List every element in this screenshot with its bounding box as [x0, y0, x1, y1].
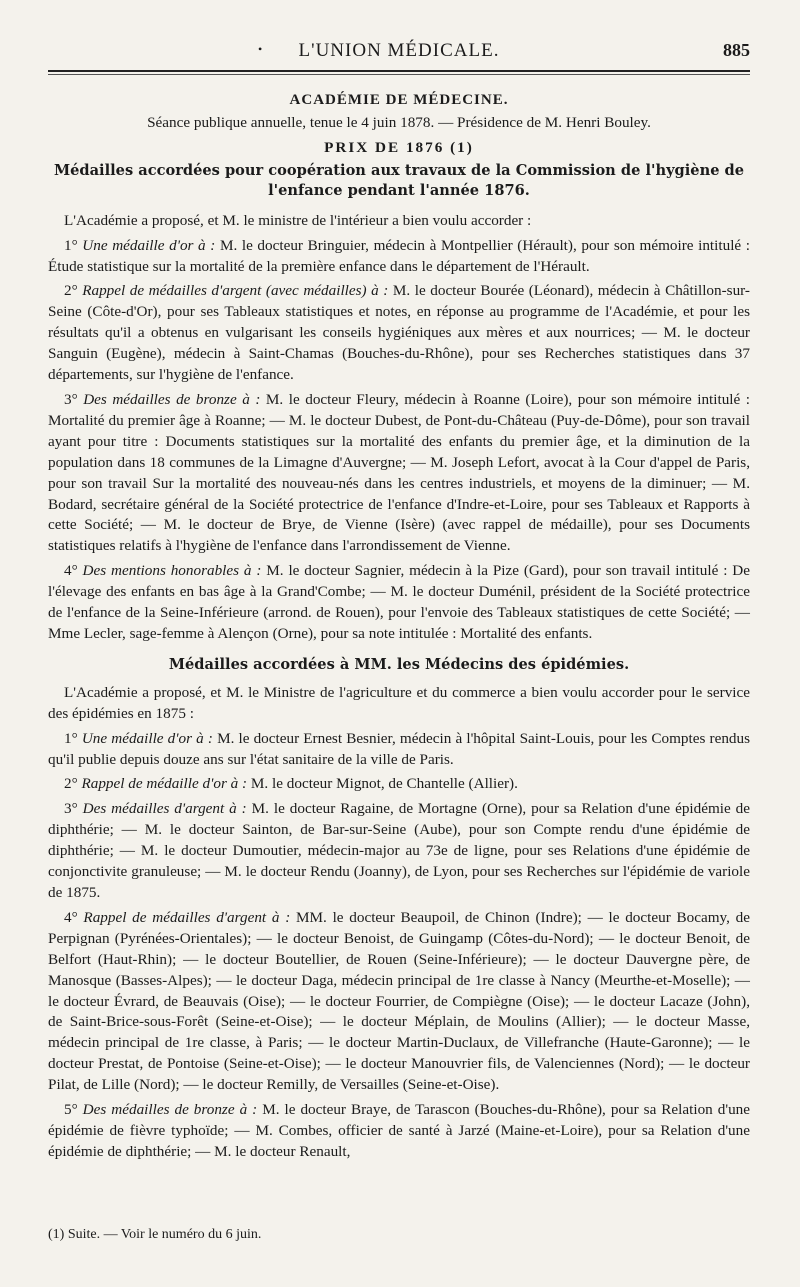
item-number: 1°	[64, 729, 82, 747]
intro-paragraph-1: L'Académie a proposé, et M. le ministre de l'intérieur a bien voulu accorder :	[64, 211, 532, 229]
heading-epidemies: Médailles accordées à MM. les Médecins des épidémies.	[168, 655, 630, 673]
item-emphasis: Rappel de médailles d'argent (avec médailles) à :	[82, 282, 389, 300]
item-emphasis: Une médaille d'or à :	[82, 236, 216, 254]
item-emphasis: Des médailles de bronze à :	[83, 390, 261, 408]
header-mark: •	[258, 42, 263, 56]
item-number: 2°	[64, 282, 83, 300]
prix-line: PRIX DE 1876 (1)	[324, 138, 474, 156]
item-emphasis: Rappel de médaille d'or à :	[81, 775, 248, 793]
paragraph-6	[48, 774, 750, 795]
session-line: Séance publique annuelle, tenue le 4 juin 1878. — Présidence de M. Henri Bouley.	[147, 113, 651, 131]
footnote: (1) Suite. — Voir le numéro du 6 juin.	[48, 1227, 262, 1242]
item-text: M. le docteur Mignot, de Chantelle (Allier).	[247, 775, 518, 793]
item-text: M. le docteur Ernest Besnier, médecin à l'hôpital Saint-Louis, pour les Comptes rendus qu'il publie depuis douze ans sur l'état sanitaire de la ville de Paris.	[48, 729, 751, 768]
article-body	[48, 88, 750, 1163]
paragraph-8	[48, 908, 750, 1096]
item-text: M. le docteur Bourée (Léonard), médecin à Châtillon-sur-Seine (Côte-d'Or), pour ses Tableaux statistiques et notes, en réponse au programme de l'Académie, et pour les résultats qu'il a obtenus en vulgarisant les conseils hygiéniques aux mères et aux nourrices; — M. le docteur Sanguin (Eugène), médecin à Saint-Chamas (Bouches-du-Rhône), pour ses Recherches statistiques dans 37 départements, sur l'hygiène de l'enfance.	[48, 282, 750, 384]
item-number: 1°	[64, 236, 83, 254]
item-text: M. le docteur Sagnier, médecin à la Pize (Gard), pour son travail intitulé : De l'élevage des enfants en bas âge à la Grand'Combe; — M. le docteur Duménil, président de la Société protectrice de l'enfance de la Seine-Inférieure (arrond. de Rouen), pour l'envoie des Tableaux statistiques de cette Société; — Mme Lecler, sage-femme à Alençon (Orne), pour sa note intitulée : Mortalité des enfants.	[48, 562, 750, 642]
item-emphasis: Des mentions honorables à :	[82, 562, 262, 580]
section-title: ACADÉMIE DE MÉDECINE.	[289, 92, 509, 108]
intro-paragraph-2: L'Académie a proposé, et M. le Ministre de l'agriculture et du commerce a bien voulu accorder pour le service des épidémies en 1875 :	[48, 683, 750, 722]
item-emphasis: Une médaille d'or à :	[81, 729, 213, 747]
paragraph-4	[48, 561, 750, 645]
item-emphasis: Des médailles d'argent à :	[82, 800, 247, 818]
item-emphasis: Des médailles de bronze à :	[82, 1101, 258, 1119]
item-text: M. le docteur Bringuier, médecin à Montpellier (Hérault), pour son mémoire intitulé : Étude statistique sur la mortalité de la première enfance dans le département de l'Hérault.	[48, 236, 750, 275]
item-number: 5°	[64, 1101, 83, 1119]
header-rule-thin	[48, 74, 750, 75]
item-number: 3°	[64, 800, 83, 818]
item-number: 3°	[64, 390, 84, 408]
paragraph-7	[48, 799, 750, 904]
item-number: 4°	[64, 562, 83, 580]
page-number: 885	[723, 40, 750, 60]
item-text: M. le docteur Ragaine, de Mortagne (Orne), pour sa Relation d'une épidémie de diphthérie; — M. le docteur Sainton, de Bar-sur-Seine (Aube), pour son Compte rendu d'une épidémie de diphthérie; — M. le docteur Dumoutier, médecin-major au 73e de ligne, pour ses Relations d'une épidémie de conjonctivite granuleuse; — M. le docteur Rendu (Joanny), de Lyon, pour ses Recherches sur l'épidémie de variole de 1875.	[48, 800, 751, 901]
paragraph-9	[48, 1100, 750, 1163]
item-number: 4°	[64, 908, 84, 926]
paragraph-3	[48, 390, 750, 557]
item-emphasis: Rappel de médailles d'argent à :	[83, 908, 291, 926]
item-number: 2°	[64, 775, 82, 793]
journal-title: L'UNION MÉDICALE.	[298, 40, 500, 61]
item-text: M. le docteur Fleury, médecin à Roanne (Loire), pour son mémoire intitulé : Mortalité du premier âge à Roanne; — M. le docteur Dubest, de Pont-du-Château (Puy-de-Dôme), pour son travail ayant pour titre : Documents statistiques sur la mortalité des enfants du premier âge, et la diminution de la population dans 18 communes de la Limagne d'Auvergne; — M. Joseph Lefort, avocat à la Cour d'appel de Paris, pour son travail Sur la mortalité des nouveau-nés dans les centres industriels, et moyens de la diminuer; — M. Bodard, secrétaire général de la Société protectrice de l'enfance d'Indre-et-Loire, pour ses Tableaux et Rapports à cette Société; — M. le docteur de Brye, de Vienne (Isère) (avec rappel de médaille), pour ses Documents statistiques relatifs à l'hygiène de l'enfance dans l'arrondissement de Vienne.	[48, 390, 750, 555]
paragraph-2	[48, 281, 750, 386]
heading-hygiene: Médailles accordées pour coopération aux travaux de la Commission de l'hygiène de l'enfance pendant l'année 1876.	[53, 161, 745, 199]
item-text: MM. le docteur Beaupoil, de Chinon (Indre); — le docteur Bocamy, de Perpignan (Pyrénées-Orientales); — le docteur Benoist, de Guingamp (Côtes-du-Nord); — le docteur Benoit, de Belfort (Haut-Rhin); — le docteur Boutellier, de Rouen (Seine-Inférieure); — le docteur Dauvergne père, de Manosque (Basses-Alpes); — le docteur Daga, médecin principal de 1re classe à Nancy (Meurthe-et-Moselle); — le docteur Évrard, de Beauvais (Oise); — le docteur Fourrier, de Compiègne (Oise); — le docteur Lacaze (John), de Saint-Brice-sous-Forêt (Seine-et-Oise); — le docteur Méplain, de Moulins (Allier); — le docteur Masse, médecin principal de 1re classe, à Paris; — le docteur Martin-Duclaux, de Villefranche (Haute-Garonne); — le docteur Prestat, de Pontoise (Seine-et-Oise); — le docteur Manouvrier fils, de Valenciennes (Nord); — le docteur Pilat, de Lille (Nord); — le docteur Remilly, de Versailles (Seine-et-Oise).	[48, 908, 750, 1094]
running-header	[48, 36, 750, 66]
paragraph-1	[48, 236, 750, 278]
header-rule	[48, 70, 750, 72]
paragraph-5	[48, 729, 750, 771]
item-text: M. le docteur Braye, de Tarascon (Bouches-du-Rhône), pour sa Relation d'une épidémie de fièvre typhoïde; — M. Combes, officier de santé à Jarzé (Maine-et-Loire), pour sa Relation d'une épidémie de diphthérie; — M. le docteur Renault,	[48, 1101, 751, 1160]
